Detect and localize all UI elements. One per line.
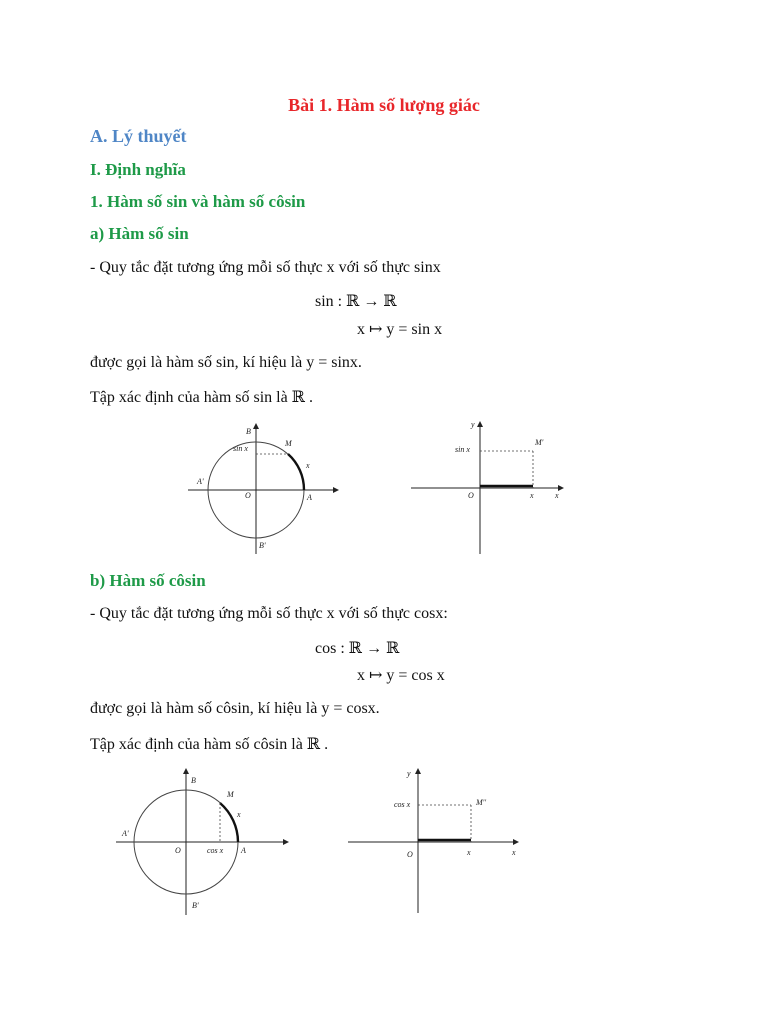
cos-called-text: được gọi là hàm số côsin, kí hiệu là y = cosx. [90,700,380,717]
sin-graph-label-O: O [468,491,474,500]
cos-circle-label-cosx: cos x [207,846,224,855]
sin-circle-label-A: A [307,493,312,502]
sin-circle-label-B-prime: B' [259,541,266,550]
sin-circle-label-M: M [285,439,292,448]
sin-graph-label-M-prime: M' [535,438,544,447]
sin-graph-label-sinx: sin x [455,445,470,454]
sin-domain-text: Tập xác định của hàm số sin là ℝ . [90,389,314,406]
cos-circle-label-A: A [241,846,246,855]
cos-graph-figure [346,765,526,915]
sin-circle-label-A-prime: A' [197,477,204,486]
cos-graph-label-O: O [407,850,413,859]
cos-graph-label-cosx: cos x [394,800,411,809]
sin-unit-circle-figure [180,418,350,558]
section-theory-heading: A. Lý thuyết [90,126,187,146]
cos-circle-label-M: M [227,790,234,799]
cos-mapping-line2: x ↦ y = cos x [357,667,445,684]
cos-graph-label-x-axis: x [512,848,516,857]
cos-unit-circle-figure [112,765,294,917]
cos-circle-label-B-prime: B' [192,901,199,910]
sin-called-text: được gọi là hàm số sin, kí hiệu là y = sinx. [90,354,362,371]
cos-rule-text: - Quy tắc đặt tương ứng mỗi số thực x với số thực cosx: [90,605,448,622]
sin-circle-label-B: B [246,427,251,436]
section-definition-heading: I. Định nghĩa [90,160,186,179]
subsection-sin-cos-heading: 1. Hàm số sin và hàm số côsin [90,192,306,211]
sin-circle-label-O: O [245,491,251,500]
cos-mapping-line1: cos : ℝ → ℝ [315,640,400,657]
cos-function-heading: b) Hàm số côsin [90,571,206,590]
cos-circle-label-B: B [191,776,196,785]
sin-rule-text: - Quy tắc đặt tương ứng mỗi số thực x với số thực sinx [90,259,441,276]
cos-circle-label-O: O [175,846,181,855]
cos-circle-label-x: x [237,810,241,819]
cos-graph-label-y: y [407,769,411,778]
sin-function-heading: a) Hàm số sin [90,224,189,243]
cos-domain-text: Tập xác định của hàm số côsin là ℝ . [90,736,329,753]
sin-circle-label-sinx: sin x [233,444,248,453]
sin-mapping-line1: sin : ℝ → ℝ [315,293,397,310]
sin-circle-label-x: x [306,461,310,470]
sin-graph-label-x-axis: x [555,491,559,500]
sin-mapping-line2: x ↦ y = sin x [357,321,443,338]
cos-circle-label-A-prime: A' [122,829,129,838]
sin-graph-label-x-tick: x [530,491,534,500]
cos-graph-label-x-tick: x [467,848,471,857]
sin-graph-label-y: y [471,420,475,429]
cos-graph-label-M-double-prime: M'' [476,798,487,807]
sin-graph-figure [405,418,570,558]
page-title: Bài 1. Hàm số lượng giác [288,95,480,115]
